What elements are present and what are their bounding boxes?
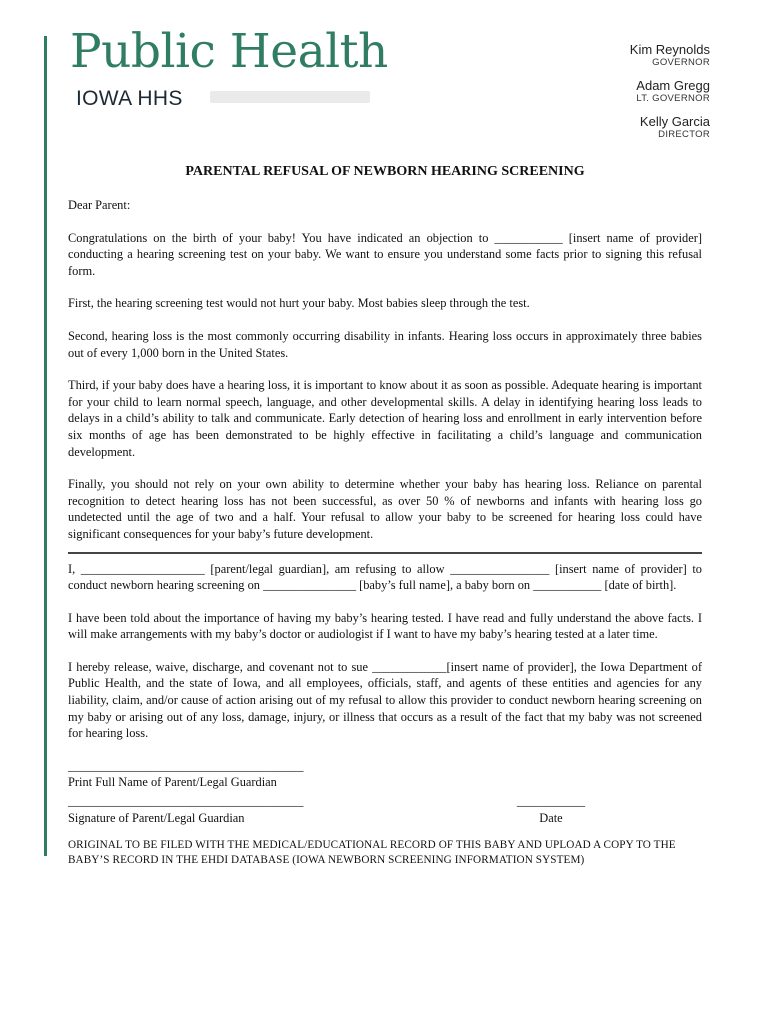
body-paragraph: Finally, you should not rely on your own ability to determine whether your baby has hearing loss. Reliance on parental recognition to detect hearing loss has not been successful, as over 50 % of newborns and infants with hearing loss go undetected until the age of two and a half. Your refusal to allow your baby to be screened for hearing loss could have significant consequences for your baby’s future development.: [68, 477, 702, 541]
document-title: PARENTAL REFUSAL OF NEWBORN HEARING SCREENING: [185, 164, 585, 179]
official-director: [630, 114, 710, 141]
signature-row: [68, 793, 702, 826]
logo-subtitle: IOWA HHS: [76, 87, 183, 110]
body-paragraph: Second, hearing loss is the most commonly occurring disability in infants. Hearing loss occurs in approximately three babies out of every 1,000 born in the United States.: [68, 328, 702, 360]
print-name-line[interactable]: ______________________________________: [68, 758, 304, 773]
official-title: DIRECTOR: [658, 129, 710, 140]
logo-title: Public Health: [70, 24, 388, 79]
body-paragraph: Third, if your baby does have a hearing loss, it is important to know about it as soon as possible. Adequate hearing is important for your child to learn normal speech, language, and other developmental skills. A delay in identifying hearing loss leads to delays in a child’s ability to talk and communicate. Early detection of hearing loss and enrollment in early intervention before six months of age has been demonstrated to be highly effective in facilitating a child’s language and communication development.: [68, 378, 702, 459]
officials-list: [630, 42, 710, 150]
refusal-paragraph: I hereby release, waive, discharge, and covenant not to sue ____________[insert name of provider], the Iowa Department of Public Health, and the state of Iowa, and all employees, officials, staff, and agents of these entities and agencies for any liability, claim, and/or cause of action arising out of my refusal to allow this provider to conduct newborn hearing screening on my baby or arising out of any loss, damage, injury, or illness that occurs as a result of the fact that my baby was not screened for hearing loss.: [68, 659, 702, 741]
official-governor: [630, 42, 710, 69]
logo-tagline-graphic: [210, 91, 370, 103]
refusal-paragraph: I have been told about the importance of having my baby’s hearing tested. I have read and fully understand the above facts. I will make arrangements with my baby’s doctor or audiologist if I want to have my baby’s hearing tested at a later time.: [68, 610, 702, 642]
official-name: Kim Reynolds: [629, 42, 710, 57]
date-column: [506, 793, 596, 826]
signature-line[interactable]: ______________________________________: [68, 794, 304, 809]
date-label: Date: [539, 810, 563, 825]
section-divider: [68, 552, 702, 554]
salutation: Dear Parent:: [68, 198, 131, 212]
signature-block: [68, 758, 702, 826]
official-title: GOVERNOR: [652, 57, 710, 68]
date-line[interactable]: ___________: [516, 794, 586, 809]
signature-label: Signature of Parent/Legal Guardian: [68, 810, 245, 825]
official-name: Adam Gregg: [636, 78, 710, 93]
official-title: LT. GOVERNOR: [636, 93, 710, 104]
official-name: Kelly Garcia: [639, 114, 710, 129]
document-body: [68, 197, 702, 868]
body-paragraph: Congratulations on the birth of your baby! You have indicated an objection to ___________ [insert name of provider] conducting a hearing screening test on your baby. We want to ensure you understand some facts prior to signing this refusal form.: [68, 230, 702, 278]
print-name-label: Print Full Name of Parent/Legal Guardian: [68, 775, 277, 790]
official-lt-governor: [630, 78, 710, 105]
refusal-paragraph: I, ____________________ [parent/legal guardian], am refusing to allow ________________ [insert name of provider] to conduct newborn hearing screening on _______________ [baby’s full name], a baby born on ___________ [date of birth].: [68, 561, 702, 593]
body-paragraph: First, the hearing screening test would not hurt your baby. Most babies sleep through the test.: [68, 296, 530, 311]
left-accent-rule: [44, 36, 47, 856]
filing-instruction: ORIGINAL TO BE FILED WITH THE MEDICAL/EDUCATIONAL RECORD OF THIS BABY AND UPLOAD A COPY TO THE BABY’S RECORD IN THE EHDI DATABASE (IOWA NEWBORN SCREENING INFORMATION SYSTEM): [68, 839, 676, 867]
signature-column: [68, 793, 303, 826]
